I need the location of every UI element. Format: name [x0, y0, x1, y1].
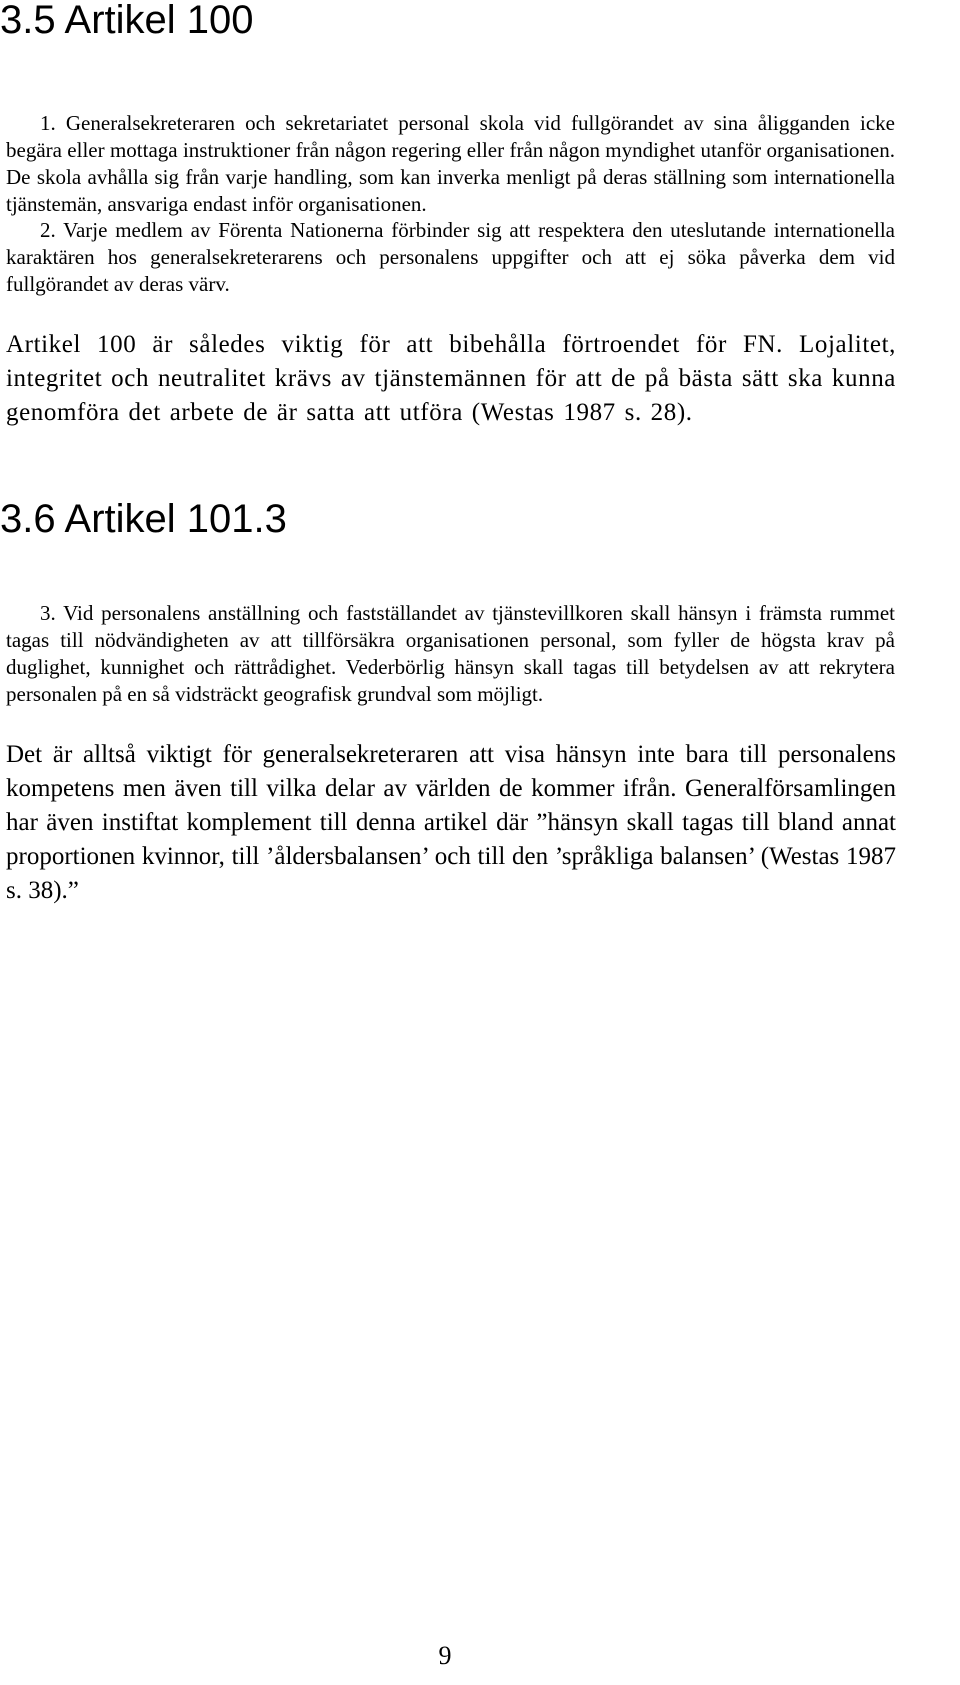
page-number: 9	[438, 1641, 452, 1670]
body-paragraph-artikel-101-3: Det är alltså viktigt för generalsekreteraren att visa hänsyn inte bara till personalens kompetens men även till vilka delar av världen de kommer ifrån. Generalförsamlingen har även instiftat komplement till denna artikel där ”hänsyn skall tagas till bland annat proportionen kvinnor, till ’åldersbalansen’ och till den ’språkliga balansen’ (Westas 1987 s. 38).”	[6, 741, 896, 904]
quote-paragraph-3: 3. Vid personalens anställning och fastställandet av tjänstevillkoren skall hänsyn i främsta rummet tagas till nödvändigheten av att tillförsäkra organisationen personal, som fyller de högsta krav på duglighet, kunnighet och rättrådighet. Vederbörlig hänsyn skall tagas till betydelsen av att rekrytera personalen på en så vidsträckt geografisk grundval som möjligt.	[6, 601, 895, 706]
section-heading-artikel-100: 3.5 Artikel 100	[0, 0, 254, 42]
body-paragraph-artikel-100: Artikel 100 är således viktig för att bibehålla förtroendet för FN. Lojalitet, integritet och neutralitet krävs av tjänstemännen för att de på bästa sätt ska kunna genomföra det arbete de är satta att utföra (Westas 1987 s. 28).	[6, 331, 896, 426]
section-heading-artikel-101-3: 3.6 Artikel 101.3	[0, 497, 287, 541]
quote-paragraph-2: 2. Varje medlem av Förenta Nationerna förbinder sig att respektera den uteslutande internationella karaktären hos generalsekreterarens och personalens uppgifter och att ej söka påverka dem vid fullgörandet av deras värv.	[6, 218, 895, 296]
quote-paragraph-1: 1. Generalsekreteraren och sekretariatet personal skola vid fullgörandet av sina åligganden icke begära eller mottaga instruktioner från någon regering eller från någon myndighet utanför organisationen. De skola avhålla sig från varje handling, som kan inverka menligt på deras ställning som internationella tjänstemän, ansvariga endast inför organisationen.	[6, 111, 895, 216]
